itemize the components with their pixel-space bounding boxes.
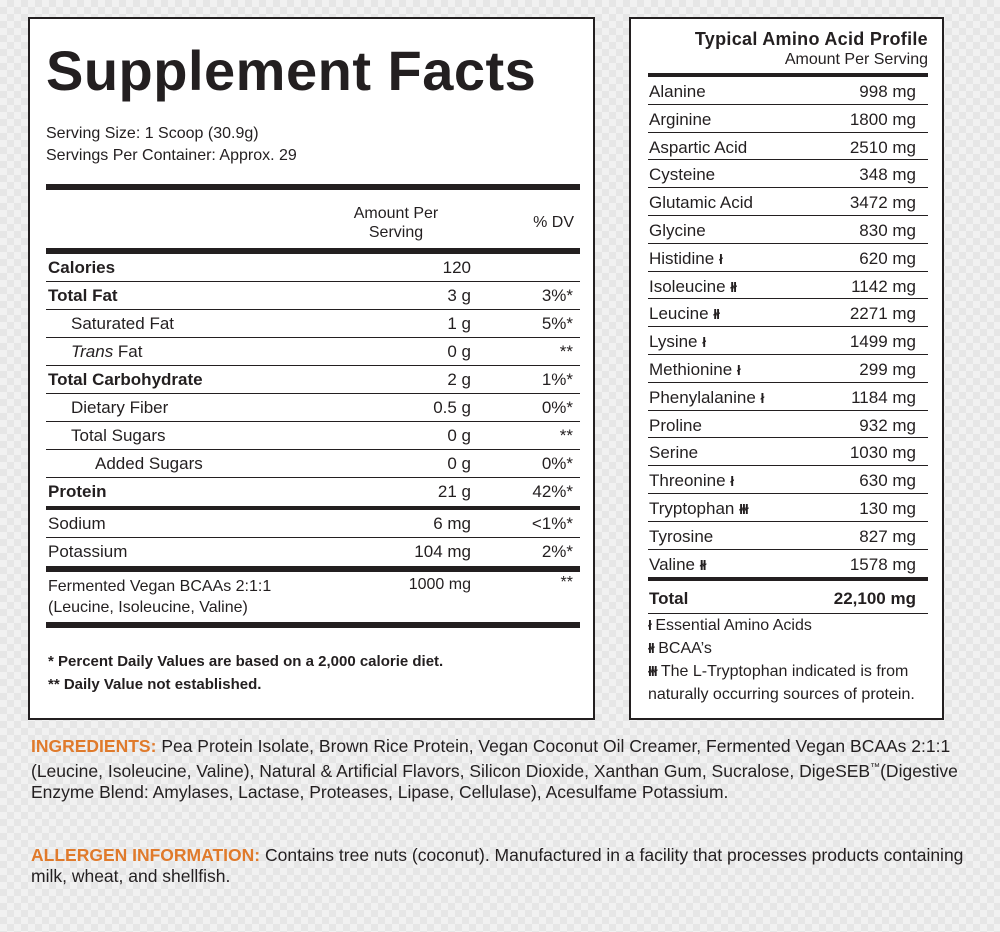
amino-acid-name xyxy=(649,527,713,547)
amino-acid-marker: ł xyxy=(718,250,722,267)
amino-acid-marker: łłł xyxy=(739,500,748,517)
amino-acid-row xyxy=(648,355,928,383)
facts-row xyxy=(46,538,580,566)
nutrient-dv: 0%* xyxy=(541,454,573,473)
bcaa-label-line1: Fermented Vegan BCAAs 2:1:1 xyxy=(48,578,272,595)
bcaa-label xyxy=(48,576,271,618)
nutrient-amount: 104 mg xyxy=(414,542,471,561)
facts-row xyxy=(46,338,580,366)
amino-acid-label: Methionine xyxy=(649,359,733,379)
amino-acid-name xyxy=(649,416,702,436)
amino-acid-marker: łł xyxy=(730,278,737,295)
amino-acid-label: Proline xyxy=(649,415,702,435)
nutrient-label: Sodium xyxy=(48,514,106,533)
amino-acid-value: 932 mg xyxy=(859,415,916,435)
serving-info xyxy=(46,123,580,167)
note-bcaa-text: BCAA’s xyxy=(658,640,712,658)
nutrient-amount: 3 g xyxy=(447,286,471,305)
amino-acid-row xyxy=(648,160,928,188)
bcaa-marker: łł xyxy=(648,640,654,657)
trans-fat-suffix: Fat xyxy=(113,342,143,361)
nutrient-label: Total Carbohydrate xyxy=(48,370,203,389)
amino-acid-label: Tyrosine xyxy=(649,526,714,546)
dv-header: % DV xyxy=(533,214,574,231)
nutrient-amount: 2 g xyxy=(447,370,471,389)
amino-acid-label: Cysteine xyxy=(649,165,716,185)
facts-row xyxy=(46,422,580,450)
facts-row xyxy=(46,450,580,478)
supplement-facts-title: Supplement Facts xyxy=(46,39,537,102)
nutrient-label: Protein xyxy=(48,482,107,501)
amino-acid-name xyxy=(649,165,715,185)
amino-acid-name xyxy=(649,277,736,297)
amino-acid-name xyxy=(649,193,753,213)
amino-acid-name xyxy=(649,249,722,269)
bcaa-label-line2: (Leucine, Isoleucine, Valine) xyxy=(48,599,248,616)
amino-acid-value: 3472 mg xyxy=(849,193,916,213)
amino-acid-label: Isoleucine xyxy=(649,276,726,296)
ingredients-section xyxy=(31,736,976,803)
nutrient-amount: 0.5 g xyxy=(433,398,471,417)
facts-footnotes xyxy=(46,650,580,696)
facts-row-bcaa xyxy=(46,572,580,622)
amino-acid-name xyxy=(649,332,705,352)
nutrient-dv: 1%* xyxy=(541,370,573,389)
facts-row xyxy=(46,282,580,310)
amino-acid-value: 2510 mg xyxy=(849,137,916,157)
amino-acid-value: 620 mg xyxy=(859,248,916,268)
amino-acid-row xyxy=(648,272,928,300)
facts-row xyxy=(46,394,580,422)
ingredients-text: Pea Protein Isolate, Brown Rice Protein, Vegan Coconut Oil Creamer, Fermented Vegan BCAAs 2:1:1 (Leucine, Isoleucine, Valine), Natural & Artificial Flavors, Silicon Dioxide, Xanthan Gum, Sucralose, DigeSEB xyxy=(31,736,951,781)
amino-acid-label: Tryptophan xyxy=(649,498,735,518)
note-tryptophan xyxy=(648,660,928,683)
amino-acid-value: 1142 mg xyxy=(851,276,916,296)
facts-row xyxy=(46,254,580,282)
facts-row xyxy=(46,478,580,506)
amino-acid-marker: ł xyxy=(702,334,706,351)
amino-acid-name xyxy=(649,360,740,380)
note-essential-text: Essential Amino Acids xyxy=(655,617,812,635)
amino-acid-value: 830 mg xyxy=(859,220,916,240)
amino-acid-value: 130 mg xyxy=(859,498,916,518)
amino-acid-label: Valine xyxy=(649,554,695,574)
amino-acid-value: 1030 mg xyxy=(849,443,916,463)
amino-acid-value: 1499 mg xyxy=(849,332,916,352)
nutrient-dv: 3%* xyxy=(541,286,573,305)
amino-acid-name xyxy=(649,388,763,408)
nutrient-amount: 0 g xyxy=(447,342,471,361)
nutrient-dv: 42%* xyxy=(532,482,573,501)
amino-acid-name xyxy=(649,82,706,102)
nutrient-label: Dietary Fiber xyxy=(71,398,169,417)
amino-acid-row xyxy=(648,494,928,522)
note-essential xyxy=(648,614,928,637)
nutrient-label: Total Sugars xyxy=(71,426,166,445)
nutrient-dv: <1%* xyxy=(531,514,573,533)
allergen-text: Contains tree nuts (coconut). Manufactured in a facility that processes products containing milk, wheat, and shellfish. xyxy=(31,845,964,886)
amino-acid-name xyxy=(649,555,706,575)
amino-acid-value: 1800 mg xyxy=(849,109,916,129)
amino-acid-name xyxy=(649,499,748,519)
nutrient-amount: 120 xyxy=(442,258,471,277)
nutrient-label: Potassium xyxy=(48,542,128,561)
amino-acid-label: Arginine xyxy=(649,109,712,129)
trans-italic: Trans xyxy=(71,342,114,361)
amino-acid-name xyxy=(649,471,733,491)
nutrient-dv: 2%* xyxy=(541,542,573,561)
amino-acid-row xyxy=(648,550,928,578)
amino-acid-list xyxy=(648,77,928,577)
amino-acid-label: Aspartic Acid xyxy=(649,137,748,157)
amino-acid-label: Phenylalanine xyxy=(649,387,756,407)
nutrient-label: Saturated Fat xyxy=(71,314,175,333)
total-value: 22,100 mg xyxy=(833,589,916,609)
facts-column-header xyxy=(46,190,580,248)
allergen-header: ALLERGEN INFORMATION: xyxy=(31,845,261,865)
amino-profile-title: Typical Amino Acid Profile xyxy=(694,29,928,49)
amino-acid-label: Leucine xyxy=(649,304,709,324)
amino-acid-profile-panel xyxy=(629,17,944,720)
amino-acid-row xyxy=(648,383,928,411)
amino-acid-value: 630 mg xyxy=(859,471,916,491)
nutrient-label: Total Fat xyxy=(48,286,118,305)
allergen-section xyxy=(31,845,976,887)
divider-thick xyxy=(46,622,580,628)
ingredients-text-cont: (Digestive Enzyme Blend: Amylases, Lactase, Proteases, Lipase, Cellulase), Acesulfame Potassium. xyxy=(31,760,958,802)
nutrient-label xyxy=(71,342,143,362)
nutrient-amount: 0 g xyxy=(447,454,471,473)
amino-acid-label: Threonine xyxy=(649,471,726,491)
amino-acid-value: 299 mg xyxy=(859,359,916,379)
amino-acid-name xyxy=(649,304,719,324)
amino-acid-row xyxy=(648,522,928,550)
nutrient-amount: 6 mg xyxy=(433,514,471,533)
amino-notes xyxy=(648,613,928,706)
tryptophan-marker: łłł xyxy=(648,663,657,680)
nutrient-dv: 5%* xyxy=(541,314,573,333)
trademark-symbol: ™ xyxy=(870,762,881,773)
bcaa-dv: ** xyxy=(560,574,573,591)
amino-acid-label: Glutamic Acid xyxy=(649,193,753,213)
amino-acid-name xyxy=(649,138,747,158)
facts-row xyxy=(46,366,580,394)
amino-acid-value: 998 mg xyxy=(859,82,916,101)
amino-acid-row xyxy=(648,188,928,216)
amino-acid-name xyxy=(649,110,711,130)
amino-acid-row xyxy=(648,411,928,439)
amino-acid-label: Lysine xyxy=(649,332,698,352)
amino-acid-label: Glycine xyxy=(649,220,706,240)
supplement-facts-panel xyxy=(28,17,595,720)
facts-row xyxy=(46,310,580,338)
amino-acid-row xyxy=(648,438,928,466)
total-label: Total xyxy=(649,589,689,609)
amino-acid-marker: ł xyxy=(730,473,734,490)
note-tryptophan-line2: naturally occurring sources of protein. xyxy=(648,686,915,704)
serving-size: Serving Size: 1 Scoop (30.9g) xyxy=(46,125,259,142)
bcaa-amount: 1000 mg xyxy=(408,576,471,593)
amino-acid-value: 348 mg xyxy=(859,165,916,185)
amino-acid-name xyxy=(649,443,698,463)
amino-acid-row xyxy=(648,299,928,327)
amino-acid-row xyxy=(648,133,928,161)
nutrient-amount: 0 g xyxy=(447,426,471,445)
amino-total-row xyxy=(648,581,928,611)
amino-acid-marker: ł xyxy=(760,389,764,406)
amino-acid-row xyxy=(648,216,928,244)
note-bcaa xyxy=(648,637,928,660)
servings-per-container: Servings Per Container: Approx. 29 xyxy=(46,147,297,164)
amino-acid-value: 1184 mg xyxy=(851,387,916,407)
nutrient-dv: ** xyxy=(559,426,573,445)
amino-acid-value: 1578 mg xyxy=(849,554,916,574)
amount-per-serving-header: Amount Per Serving xyxy=(353,205,439,241)
amino-profile-subtitle: Amount Per Serving xyxy=(784,51,928,68)
amino-acid-value: 827 mg xyxy=(859,526,916,546)
amino-acid-label: Serine xyxy=(649,443,699,463)
amino-acid-marker: łł xyxy=(713,306,720,323)
amino-acid-row xyxy=(648,105,928,133)
amino-acid-marker: ł xyxy=(736,361,740,378)
facts-row xyxy=(46,510,580,538)
amino-acid-value: 2271 mg xyxy=(849,304,916,324)
note-tryptophan-line1: The L-Tryptophan indicated is from xyxy=(660,663,909,681)
nutrient-label: Calories xyxy=(48,258,116,277)
amino-acid-label: Histidine xyxy=(649,248,715,268)
amino-acid-name xyxy=(649,221,706,241)
footnote-dv: * Percent Daily Values are based on a 2,000 calorie diet. xyxy=(48,653,444,670)
amino-acid-row xyxy=(648,327,928,355)
amino-acid-row xyxy=(648,244,928,272)
amino-acid-marker: łł xyxy=(699,556,706,573)
amino-acid-row xyxy=(648,77,928,105)
nutrient-dv: ** xyxy=(559,342,573,361)
amino-acid-row xyxy=(648,466,928,494)
essential-marker: ł xyxy=(648,617,651,634)
nutrient-amount: 1 g xyxy=(447,314,471,333)
nutrient-amount: 21 g xyxy=(437,482,471,501)
nutrient-label: Added Sugars xyxy=(95,454,203,473)
amino-acid-label: Alanine xyxy=(649,82,706,101)
nutrient-dv: 0%* xyxy=(541,398,573,417)
ingredients-header: INGREDIENTS: xyxy=(31,736,157,756)
footnote-not-established: ** Daily Value not established. xyxy=(48,676,262,693)
